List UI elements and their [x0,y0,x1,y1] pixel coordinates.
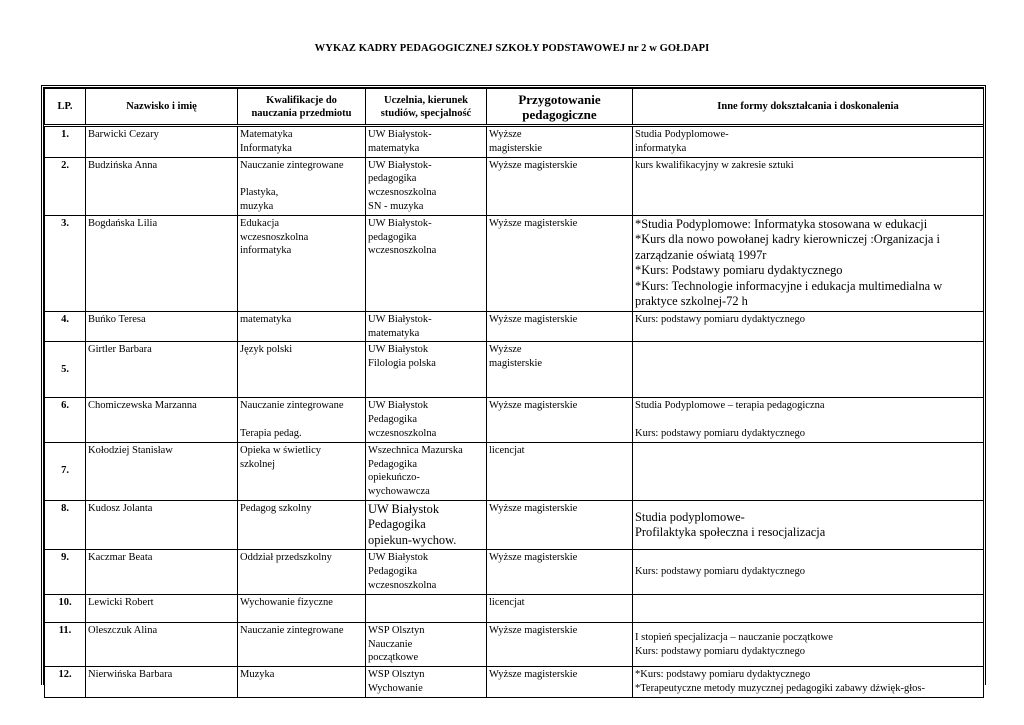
cell-university [366,622,487,666]
table-row [45,442,984,500]
cell-pedagogical-prep [487,550,633,594]
cell-university [366,667,487,698]
cell-name: Chomiczewska Marzanna [86,398,238,442]
cell-line: WSP Olsztyn [368,624,425,636]
cell-line: Kurs: podstawy pomiaru dydaktycznego [635,313,806,325]
cell-line: Opieka w świetlicy [240,444,322,456]
table-row [45,667,984,698]
cell-line: Pedagog szkolny [240,502,312,514]
cell-line: Język polski [240,344,293,356]
cell-qualifications [238,594,366,622]
cell-line: I stopień specjalizacja – nauczanie początkowe [635,631,833,643]
cell-line: *Kurs dla nowo powołanej kadry kierowniczej :Organizacja i [635,232,940,247]
cell-line: Wyższe [489,344,522,356]
cell-line: SN - muzyka [368,200,424,212]
cell-line: Plastyka, [240,187,279,199]
cell-name: Barwicki Cezary [86,126,238,158]
cell-name: Girtler Barbara [86,342,238,398]
cell-university [366,442,487,500]
table-row [45,126,984,158]
cell-line: matematyka [368,142,420,154]
cell-line: początkowe [368,652,419,664]
document-title: WYKAZ KADRY PEDAGOGICZNEJ SZKOŁY PODSTAWOWEJ nr 2 w GOŁDAPI [314,43,710,54]
cell-line: Edukacja [240,217,280,229]
cell-lp: 11. [45,622,86,666]
cell-pedagogical-prep [487,594,633,622]
cell-line: Kurs: podstawy pomiaru dydaktycznego [635,645,806,657]
cell-line [240,172,363,186]
cell-line: Muzyka [240,669,275,681]
cell-line: Wyższe magisterskie [489,313,578,325]
cell-line: licencjat [489,596,525,608]
header-pedagogical-prep: Przygotowanie pedagogiczne [487,89,633,126]
cell-other-training [633,311,984,342]
cell-line: *Kurs: podstawy pomiaru dydaktycznego [635,669,811,681]
cell-line: opiekuńczo- [368,472,420,484]
cell-line: Nauczanie zintegrowane [240,400,344,412]
cell-line: Oddział przedszkolny [240,552,332,564]
cell-line: Pedagogika [368,414,417,426]
cell-university [366,311,487,342]
cell-line: Wyższe magisterskie [489,669,578,681]
cell-university [366,157,487,215]
cell-qualifications [238,398,366,442]
cell-line: Kurs: podstawy pomiaru dydaktycznego [635,566,806,578]
cell-line: matematyka [240,313,292,325]
cell-line: UW Białystok [368,501,440,516]
cell-line: Kurs: podstawy pomiaru dydaktycznego [635,427,806,439]
cell-other-training [633,126,984,158]
cell-pedagogical-prep [487,442,633,500]
table-row [45,311,984,342]
cell-other-training [633,442,984,500]
cell-lp: 12. [45,667,86,698]
cell-name: Lewicki Robert [86,594,238,622]
cell-lp: 2. [45,157,86,215]
cell-line: UW Białystok- [368,159,432,171]
header-qualifications: Kwalifikacje do nauczania przedmiotu [238,89,366,126]
cell-line: szkolnej [240,458,275,470]
cell-line: Terapia pedag. [240,427,302,439]
cell-other-training [633,398,984,442]
cell-other-training [633,342,984,398]
cell-line: muzyka [240,200,274,212]
cell-name: Kudosz Jolanta [86,500,238,550]
cell-line: matematyka [368,327,420,339]
cell-pedagogical-prep [487,500,633,550]
cell-line: Pedagogika [368,517,426,532]
cell-line: Studia podyplomowe- [635,509,745,524]
table-row [45,500,984,550]
cell-lp: 7. [45,442,86,500]
cell-qualifications [238,126,366,158]
cell-line: Studia Podyplomowe- [635,129,729,140]
header-name: Nazwisko i imię [86,89,238,126]
cell-line: Wychowanie [368,683,423,695]
cell-university [366,215,487,311]
cell-line: *Studia Podyplomowe: Informatyka stosowana w edukacji [635,216,928,231]
header-other-training: Inne formy dokształcania i doskonalenia [633,89,984,126]
cell-university [366,550,487,594]
cell-pedagogical-prep [487,622,633,666]
cell-line: magisterskie [489,142,543,154]
cell-qualifications [238,442,366,500]
cell-qualifications [238,342,366,398]
cell-lp: 5. [45,342,86,398]
cell-qualifications [238,500,366,550]
cell-pedagogical-prep [487,398,633,442]
cell-line: informatyka [240,245,292,257]
cell-university [366,342,487,398]
cell-line: Wszechnica Mazurska [368,444,463,456]
cell-name: Budzińska Anna [86,157,238,215]
cell-name: Kaczmar Beata [86,550,238,594]
cell-line: wczesnoszkolna [368,427,437,439]
cell-pedagogical-prep [487,342,633,398]
cell-qualifications [238,550,366,594]
cell-line: Matematyka [240,129,293,140]
header-lp: LP. [45,89,86,126]
cell-name: Nierwińska Barbara [86,667,238,698]
cell-line: WSP Olsztyn [368,669,425,681]
cell-line: UW Białystok- [368,129,432,140]
cell-line: Wyższe magisterskie [489,400,578,412]
cell-line: pedagogika [368,173,417,185]
cell-line: Wyższe magisterskie [489,552,578,564]
cell-name: Buńko Teresa [86,311,238,342]
cell-line: kurs kwalifikacyjny w zakresie sztuki [635,159,794,171]
cell-line: zarządzanie oświatą 1997r [635,247,767,262]
cell-line: wczesnoszkolna [240,231,309,243]
cell-university [366,398,487,442]
cell-name: Bogdańska Lilia [86,215,238,311]
cell-other-training [633,157,984,215]
table-row [45,398,984,442]
cell-line: Wyższe magisterskie [489,624,578,636]
cell-qualifications [238,622,366,666]
cell-university [366,500,487,550]
cell-line: *Terapeutyczne metody muzycznej pedagogiki zabawy dźwięk-głos- [635,683,925,695]
staff-table [44,88,984,698]
cell-line: Profilaktyka społeczna i resocjalizacja [635,525,826,540]
table-row [45,215,984,311]
cell-line: UW Białystok [368,344,429,356]
header-university: Uczelnia, kierunek studiów, specjalność [366,89,487,126]
table-row [45,622,984,666]
cell-lp: 8. [45,500,86,550]
cell-line: Nauczanie zintegrowane [240,624,344,636]
cell-line: Pedagogika [368,458,417,470]
cell-lp: 1. [45,126,86,158]
cell-other-training [633,594,984,622]
cell-line [240,413,363,427]
cell-qualifications [238,157,366,215]
cell-line: wczesnoszkolna [368,580,437,592]
cell-line: wychowawcza [368,486,430,498]
cell-line: Wyższe magisterskie [489,159,578,171]
cell-pedagogical-prep [487,311,633,342]
cell-pedagogical-prep [487,157,633,215]
cell-line [635,413,981,427]
staff-table-frame [41,85,986,695]
cell-line: UW Białystok- [368,313,432,325]
cell-line: Wyższe [489,129,522,140]
cell-line: UW Białystok [368,400,429,412]
cell-qualifications [238,311,366,342]
cell-line: praktyce szkolnej-72 h [635,294,748,309]
cell-other-training [633,667,984,698]
cell-line: UW Białystok [368,552,429,564]
cell-line: Nauczanie [368,638,413,650]
cell-line: Informatyka [240,142,292,154]
cell-pedagogical-prep [487,126,633,158]
cell-line: Filologia polska [368,358,436,370]
cell-qualifications [238,215,366,311]
cell-qualifications [238,667,366,698]
cell-lp: 6. [45,398,86,442]
cell-lp: 3. [45,215,86,311]
cell-pedagogical-prep [487,667,633,698]
cell-lp: 10. [45,594,86,622]
cell-line: UW Białystok- [368,217,432,229]
table-row [45,157,984,215]
cell-university [366,594,487,622]
cell-other-training [633,500,984,550]
cell-line: Nauczanie zintegrowane [240,159,344,171]
cell-lp: 4. [45,311,86,342]
table-row [45,550,984,594]
cell-other-training [633,550,984,594]
cell-lp: 9. [45,550,86,594]
cell-name: Oleszczuk Alina [86,622,238,666]
table-row [45,594,984,622]
cell-line: Wyższe magisterskie [489,217,578,229]
cell-pedagogical-prep [487,215,633,311]
cell-line: Studia Podyplomowe – terapia pedagogiczna [635,400,825,412]
table-row [45,342,984,398]
cell-line: pedagogika [368,231,417,243]
table-header-row [45,89,984,126]
cell-line: Pedagogika [368,566,417,578]
cell-line: licencjat [489,444,525,456]
cell-line: Wychowanie fizyczne [240,596,333,608]
cell-line: Wyższe magisterskie [489,502,578,514]
cell-line: informatyka [635,142,687,154]
cell-line: wczesnoszkolna [368,187,437,199]
cell-line: wczesnoszkolna [368,245,437,257]
cell-other-training [633,622,984,666]
cell-line: *Kurs: Podstawy pomiaru dydaktycznego [635,263,843,278]
cell-university [366,126,487,158]
cell-name: Kołodziej Stanisław [86,442,238,500]
cell-line: magisterskie [489,358,543,370]
cell-other-training [633,215,984,311]
cell-line: opiekun-wychow. [368,532,457,547]
cell-line: *Kurs: Technologie informacyjne i edukacja multimedialna w [635,278,943,293]
